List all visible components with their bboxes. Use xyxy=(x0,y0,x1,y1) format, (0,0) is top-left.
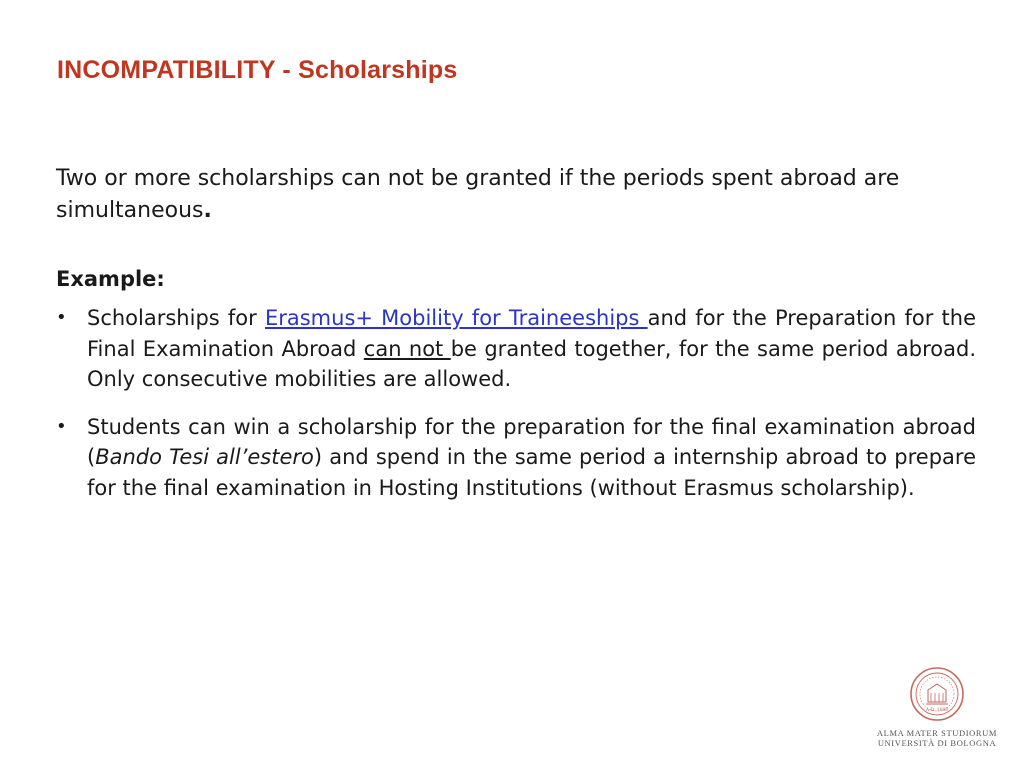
bullet-text-middle: and for the Preparation for the Final Examination Abroad xyxy=(87,306,977,361)
logo-line-1: ALMA MATER STUDIORUM xyxy=(876,728,998,738)
logo-line-2: UNIVERSITÀ DI BOLOGNA xyxy=(877,738,997,748)
bullet-item-erasmus xyxy=(56,303,976,395)
bullet-item-thesis xyxy=(56,412,976,504)
university-seal-icon xyxy=(909,666,965,722)
example-heading: Example: xyxy=(56,267,165,291)
intro-period: . xyxy=(203,198,212,223)
seal-text: A.D. 1088 xyxy=(925,708,949,713)
can-not-emphasis: can not xyxy=(363,336,451,361)
erasmus-traineeships-link[interactable]: Erasmus+ Mobility for Traineeships xyxy=(264,306,648,330)
intro-text: Two or more scholarships can not be granted if the periods spent abroad are simultaneous xyxy=(56,166,900,223)
bullet-text-end: be granted together, for the same period abroad. Only consecutive mobilities are allowed. xyxy=(87,336,976,392)
bullet-text-end: ) and spend in the same period a internship abroad to prepare for the final examination in Hosting Institutions (without Erasmus scholarship). xyxy=(87,445,976,500)
bullet-text-start: Scholarships for xyxy=(87,306,265,330)
university-logo xyxy=(872,666,1002,748)
slide-title: INCOMPATIBILITY - Scholarships xyxy=(57,56,458,84)
bullet-list xyxy=(56,303,976,504)
bullet-icon: • xyxy=(56,307,67,328)
bullet-icon: • xyxy=(56,415,67,437)
bullet-text-start: Students can win a scholarship for the preparation for the final examination abroad ( xyxy=(87,414,976,470)
bando-tesi-italic: Bando Tesi all’estero xyxy=(95,445,314,470)
intro-paragraph xyxy=(56,163,976,227)
